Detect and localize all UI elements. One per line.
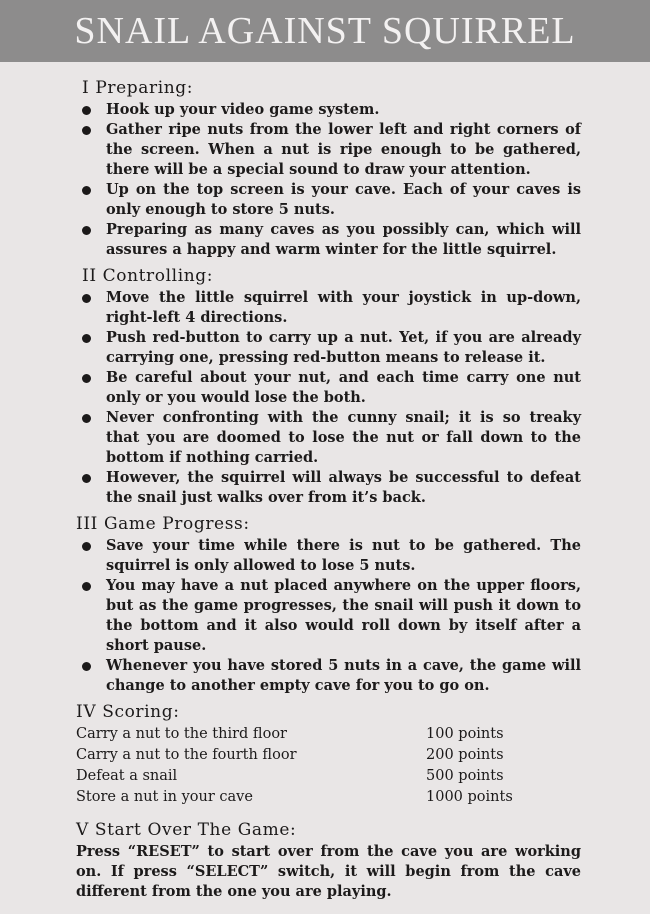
progress-list (76, 536, 581, 696)
list-item: Preparing as many caves as you possibly can, which will assures a happy and warm winter for the little squirrel. (76, 220, 581, 260)
table-row (76, 724, 516, 745)
score-action: Carry a nut to the fourth floor (76, 747, 297, 763)
page-title: SNAIL AGAINST SQUIRREL (74, 10, 576, 52)
bullet-icon (82, 226, 91, 235)
list-item: Save your time while there is nut to be gathered. The squirrel is only allowed to lose 5 nuts. (76, 536, 581, 576)
section-heading-start-over: V Start Over The Game: (76, 820, 297, 840)
controlling-list (76, 288, 581, 508)
scoring-table (76, 724, 516, 808)
list-item: Never confronting with the cunny snail; it is so treaky that you are doomed to lose the nut or fall down to the bottom if nothing carried. (76, 408, 581, 468)
list-item: Be careful about your nut, and each time carry one nut only or you would lose the both. (76, 368, 581, 408)
section-heading-preparing: I Preparing: (82, 78, 194, 98)
list-item: Push red-button to carry up a nut. Yet, if you are already carrying one, pressing red-button means to release it. (76, 328, 581, 368)
list-item: Gather ripe nuts from the lower left and right corners of the screen. When a nut is ripe enough to be gathered, there will be a special sound to draw your attention. (76, 120, 581, 180)
score-points: 1000 points (426, 789, 513, 805)
section-heading-progress: III Game Progress: (76, 514, 250, 534)
bullet-icon (82, 662, 91, 671)
bullet-icon (82, 294, 91, 303)
score-points: 200 points (426, 747, 504, 763)
bullet-icon (82, 582, 91, 591)
bullet-icon (82, 414, 91, 423)
bullet-icon (82, 334, 91, 343)
list-item: Hook up your video game system. (76, 100, 581, 120)
list-item: Move the little squirrel with your joystick in up-down, right-left 4 directions. (76, 288, 581, 328)
list-item: You may have a nut placed anywhere on the upper floors, but as the game progresses, the snail will push it down to the bottom and it also would roll down by itself after a short pause. (76, 576, 581, 656)
list-item: However, the squirrel will always be successful to defeat the snail just walks over from it’s back. (76, 468, 581, 508)
bullet-icon (82, 186, 91, 195)
preparing-list (76, 100, 581, 260)
bullet-icon (82, 106, 91, 115)
table-row (76, 787, 516, 808)
list-item: Whenever you have stored 5 nuts in a cave, the game will change to another empty cave for you to go on. (76, 656, 581, 696)
section-heading-scoring: IV Scoring: (76, 702, 180, 722)
bullet-icon (82, 126, 91, 135)
bullet-icon (82, 474, 91, 483)
bullet-icon (82, 374, 91, 383)
instructions-body (76, 72, 581, 902)
score-action: Store a nut in your cave (76, 789, 253, 805)
score-action: Defeat a snail (76, 768, 178, 784)
bullet-icon (82, 542, 91, 551)
list-item: Up on the top screen is your cave. Each of your caves is only enough to store 5 nuts. (76, 180, 581, 220)
score-points: 500 points (426, 768, 504, 784)
start-over-text: Press “RESET” to start over from the cave you are working on. If press “SELECT” switch, it will begin from the cave different from the one you are playing. (76, 843, 581, 900)
score-action: Carry a nut to the third floor (76, 726, 287, 742)
table-row (76, 766, 516, 787)
score-points: 100 points (426, 726, 504, 742)
table-row (76, 745, 516, 766)
section-heading-controlling: II Controlling: (82, 266, 214, 286)
title-banner (0, 0, 650, 62)
